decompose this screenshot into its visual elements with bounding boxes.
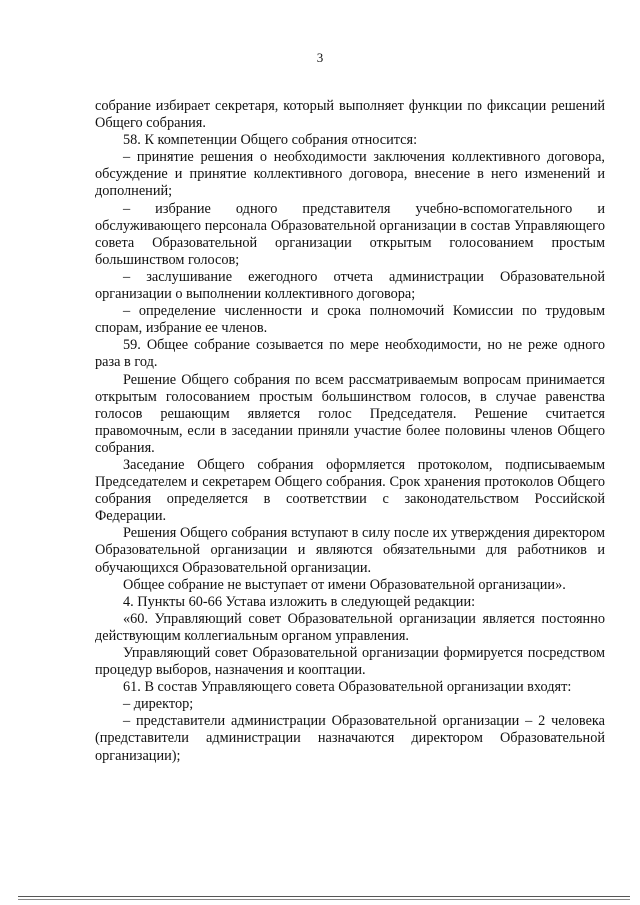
list-item-elect-representative: – избрание одного представителя учебно-вспомогательного и обслуживающего персонала Образовательной организации в состав Управляющего совета Образовательной организации открытым голосованием простым большинством голосов; xyxy=(95,200,605,268)
paragraph-amendment-4: 4. Пункты 60-66 Устава изложить в следующей редакции: xyxy=(123,593,476,610)
page-bottom-rule-secondary xyxy=(18,899,630,900)
list-item-administration-representatives: – представители администрации Образовательной организации – 2 человека (представители администрации назначаются директором Образовательной организации); xyxy=(95,713,605,764)
paragraph-continuation: собрание избирает секретаря, который выполняет функции по фиксации решений Общего собрания. xyxy=(95,98,605,132)
list-item-collective-agreement: – принятие решения о необходимости заключения коллективного договора, обсуждение и принятие коллективного договора, внесение в него изменений и дополнений; xyxy=(95,149,605,200)
paragraph-meeting-protocol: Заседание Общего собрания оформляется протоколом, подписываемым Председателем и секретарем Общего собрания. Срок хранения протоколов Общего собрания определяется в соответствии с законодательством Российской Федерации. xyxy=(95,456,605,525)
paragraph-decisions-effect: Решения Общего собрания вступают в силу после их утверждения директором Образовательной организации и являются обязательными для работников и обучающихся Образовательной организации. xyxy=(95,525,605,576)
paragraph-council-formation: Управляющий совет Образовательной организации формируется посредством процедур выборов, назначения и кооптации. xyxy=(95,645,605,679)
paragraph-not-acting-on-behalf: Общее собрание не выступает от имени Образовательной организации». xyxy=(123,576,566,593)
list-item-labor-disputes-commission: – определение численности и срока полномочий Комиссии по трудовым спорам, избрание ее членов. xyxy=(95,303,605,337)
page-number: 3 xyxy=(316,50,324,65)
page-bottom-rule xyxy=(18,896,630,897)
document-body xyxy=(95,98,605,765)
paragraph-decision: Решение Общего собрания по всем рассматриваемым вопросам принимается открытым голосованием простым большинством голосов, в случае равенства голосов решающим является голос Председателя. Решение считается правомочным, если в заседании приняли участие более половины членов Общего собрания. xyxy=(95,371,605,456)
paragraph-item-61: 61. В состав Управляющего совета Образовательной организации входят: xyxy=(123,679,572,696)
list-item-annual-report: – заслушивание ежегодного отчета администрации Образовательной организации о выполнении коллективного договора; xyxy=(95,268,605,303)
list-item-director: – директор; xyxy=(123,696,194,713)
paragraph-item-60: «60. Управляющий совет Образовательной организации является постоянно действующим коллегиальным органом управления. xyxy=(95,610,605,644)
paragraph-item-58: 58. К компетенции Общего собрания относится: xyxy=(123,132,418,149)
paragraph-item-59: 59. Общее собрание созывается по мере необходимости, но не реже одного раза в год. xyxy=(95,337,605,371)
